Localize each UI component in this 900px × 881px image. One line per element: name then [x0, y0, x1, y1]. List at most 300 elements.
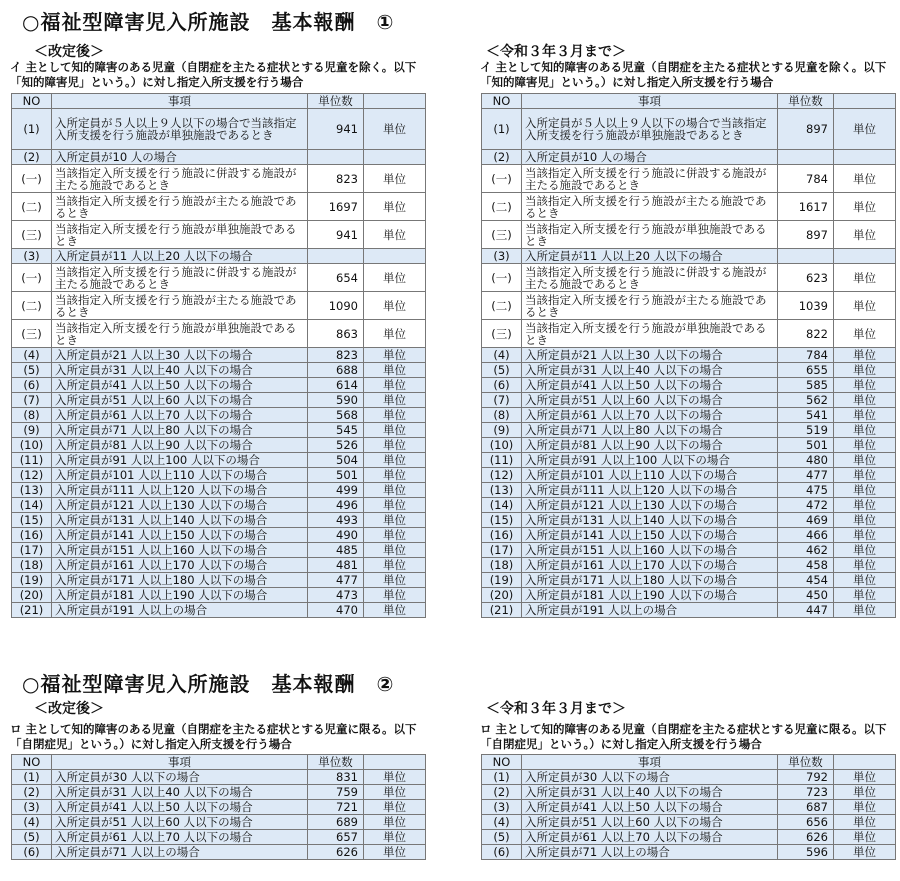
row-units-value: 626 [778, 830, 834, 845]
row-item: 当該指定入所支援を行う施設が単独施設であるとき [52, 221, 308, 249]
row-units-value: 480 [778, 453, 834, 468]
table-row [12, 845, 426, 860]
table-header-item: 事項 [52, 755, 308, 770]
table-row [12, 408, 426, 423]
table-row [482, 770, 896, 785]
row-item: 入所定員が41 人以上50 人以下の場合 [52, 800, 308, 815]
row-number: (18) [482, 558, 522, 573]
row-number: (三) [12, 221, 52, 249]
table-row [12, 513, 426, 528]
row-item: 入所定員が181 人以上190 人以下の場合 [522, 588, 778, 603]
table-row [12, 193, 426, 221]
row-units-value: 496 [308, 498, 364, 513]
section2-right-description: ロ 主として知的障害のある児童（自閉症を主たる症状とする児童に限る。以下「自閉症児」という。）に対し指定入所支援を行う場合 [480, 722, 887, 751]
row-number: (3) [12, 800, 52, 815]
row-item: 入所定員が41 人以上50 人以下の場合 [522, 800, 778, 815]
row-unit-label: 単位 [834, 528, 896, 543]
table-header-blank [364, 755, 426, 770]
table-row [12, 468, 426, 483]
row-item: 入所定員が51 人以上60 人以下の場合 [52, 815, 308, 830]
row-units-value: 792 [778, 770, 834, 785]
row-units-value: 784 [778, 165, 834, 193]
table-row [482, 815, 896, 830]
table-row [12, 800, 426, 815]
row-item: 入所定員が30 人以下の場合 [52, 770, 308, 785]
table-row [482, 363, 896, 378]
row-unit-label: 単位 [834, 221, 896, 249]
table-row [482, 800, 896, 815]
row-unit-label: 単位 [834, 558, 896, 573]
row-number: (16) [12, 528, 52, 543]
row-number: (5) [12, 363, 52, 378]
table-row [482, 588, 896, 603]
row-units-value: 477 [308, 573, 364, 588]
table-row [482, 845, 896, 860]
row-number: (5) [12, 830, 52, 845]
row-unit-label: 単位 [364, 603, 426, 618]
row-unit-label: 単位 [834, 603, 896, 618]
row-unit-label: 単位 [834, 408, 896, 423]
table-row [482, 249, 896, 264]
row-units-value: 823 [308, 348, 364, 363]
row-unit-label: 単位 [364, 193, 426, 221]
row-item: 入所定員が171 人以上180 人以下の場合 [52, 573, 308, 588]
table-header-units: 単位数 [778, 755, 834, 770]
row-unit-label: 単位 [364, 800, 426, 815]
row-unit-label: 単位 [834, 320, 896, 348]
row-number: (20) [482, 588, 522, 603]
row-unit-label: 単位 [364, 528, 426, 543]
row-number: (8) [482, 408, 522, 423]
row-item: 当該指定入所支援を行う施設に併設する施設が主たる施設であるとき [52, 165, 308, 193]
row-unit-label: 単位 [364, 830, 426, 845]
table-row [12, 221, 426, 249]
row-number: (三) [12, 320, 52, 348]
section1-right-description: イ 主として知的障害のある児童（自閉症を主たる症状とする児童を除く。以下「知的障害児」という。）に対し指定入所支援を行う場合 [480, 60, 887, 89]
row-units-value: 863 [308, 320, 364, 348]
row-unit-label: 単位 [364, 815, 426, 830]
table-row [482, 830, 896, 845]
row-item: 入所定員が131 人以上140 人以下の場合 [52, 513, 308, 528]
row-number: (17) [12, 543, 52, 558]
row-item: 入所定員が161 人以上170 人以下の場合 [52, 558, 308, 573]
row-number: (21) [482, 603, 522, 618]
row-units-value: 458 [778, 558, 834, 573]
row-number: (9) [12, 423, 52, 438]
row-units-value: 655 [778, 363, 834, 378]
row-units-value: 490 [308, 528, 364, 543]
row-units-value [308, 150, 364, 165]
row-unit-label: 単位 [834, 363, 896, 378]
row-number: (3) [482, 249, 522, 264]
row-units-value: 759 [308, 785, 364, 800]
row-item: 入所定員が71 人以上の場合 [52, 845, 308, 860]
row-number: (16) [482, 528, 522, 543]
row-unit-label: 単位 [834, 438, 896, 453]
row-unit-label [834, 150, 896, 165]
row-item: 入所定員が５人以上９人以下の場合で当該指定入所支援を行う施設が単独施設であるとき [52, 109, 308, 150]
row-number: (三) [482, 221, 522, 249]
row-unit-label: 単位 [364, 573, 426, 588]
table-row [482, 483, 896, 498]
row-item: 入所定員が131 人以上140 人以下の場合 [522, 513, 778, 528]
row-item: 入所定員が71 人以上80 人以下の場合 [52, 423, 308, 438]
row-units-value: 626 [308, 845, 364, 860]
row-units-value: 721 [308, 800, 364, 815]
row-number: (10) [12, 438, 52, 453]
table-row [482, 438, 896, 453]
table-row [482, 378, 896, 393]
row-item: 当該指定入所支援を行う施設が主たる施設であるとき [52, 193, 308, 221]
row-unit-label: 単位 [834, 109, 896, 150]
row-number: (15) [482, 513, 522, 528]
row-unit-label: 単位 [364, 408, 426, 423]
row-unit-label: 単位 [364, 348, 426, 363]
table-row [482, 423, 896, 438]
row-units-value: 1090 [308, 292, 364, 320]
row-item: 入所定員が31 人以上40 人以下の場合 [52, 363, 308, 378]
row-unit-label: 単位 [364, 453, 426, 468]
row-units-value: 499 [308, 483, 364, 498]
table-row [482, 785, 896, 800]
row-number: (8) [12, 408, 52, 423]
table-row [482, 468, 896, 483]
row-unit-label: 単位 [834, 588, 896, 603]
row-number: (9) [482, 423, 522, 438]
table-header-item: 事項 [522, 94, 778, 109]
row-unit-label: 単位 [834, 378, 896, 393]
row-units-value: 657 [308, 830, 364, 845]
row-units-value: 1697 [308, 193, 364, 221]
row-number: (一) [12, 165, 52, 193]
row-number: (6) [12, 845, 52, 860]
section1-revised-table [11, 93, 426, 618]
row-unit-label: 単位 [364, 378, 426, 393]
row-item: 入所定員が71 人以上80 人以下の場合 [522, 423, 778, 438]
table-header-no: NO [12, 94, 52, 109]
row-units-value: 897 [778, 221, 834, 249]
table-row [12, 249, 426, 264]
row-unit-label: 単位 [364, 109, 426, 150]
table-row [482, 528, 896, 543]
row-unit-label: 単位 [834, 513, 896, 528]
table-header-units: 単位数 [308, 755, 364, 770]
row-units-value: 504 [308, 453, 364, 468]
row-units-value: 450 [778, 588, 834, 603]
table-row [482, 513, 896, 528]
row-item: 入所定員が191 人以上の場合 [52, 603, 308, 618]
table-row [482, 150, 896, 165]
row-unit-label: 単位 [834, 468, 896, 483]
row-units-value: 562 [778, 393, 834, 408]
row-number: (7) [12, 393, 52, 408]
row-units-value: 447 [778, 603, 834, 618]
row-number: (1) [482, 770, 522, 785]
table-row [12, 770, 426, 785]
row-item: 入所定員が191 人以上の場合 [522, 603, 778, 618]
row-number: (二) [12, 292, 52, 320]
row-number: (一) [12, 264, 52, 292]
section2-title: ○福祉型障害児入所施設 基本報酬 ② [22, 672, 395, 696]
table-row [482, 165, 896, 193]
row-unit-label: 単位 [364, 588, 426, 603]
table-header-no: NO [482, 755, 522, 770]
table-row [482, 573, 896, 588]
table-row [12, 588, 426, 603]
row-item: 入所定員が11 人以上20 人以下の場合 [522, 249, 778, 264]
row-number: (10) [482, 438, 522, 453]
section1-previous-table [481, 93, 896, 618]
row-unit-label: 単位 [364, 785, 426, 800]
table-row [12, 292, 426, 320]
row-units-value: 519 [778, 423, 834, 438]
row-item: 入所定員が161 人以上170 人以下の場合 [522, 558, 778, 573]
row-units-value: 568 [308, 408, 364, 423]
table-row [12, 438, 426, 453]
row-item: 入所定員が81 人以上90 人以下の場合 [522, 438, 778, 453]
table-row [12, 483, 426, 498]
row-item: 入所定員が181 人以上190 人以下の場合 [52, 588, 308, 603]
row-item: 当該指定入所支援を行う施設に併設する施設が主たる施設であるとき [522, 165, 778, 193]
table-row [12, 393, 426, 408]
table-row [12, 453, 426, 468]
row-unit-label: 単位 [834, 165, 896, 193]
row-units-value: 472 [778, 498, 834, 513]
row-item: 入所定員が10 人の場合 [522, 150, 778, 165]
row-number: (4) [12, 815, 52, 830]
row-units-value: 470 [308, 603, 364, 618]
table-header-item: 事項 [52, 94, 308, 109]
row-units-value: 501 [308, 468, 364, 483]
table-row [482, 558, 896, 573]
table-row [12, 498, 426, 513]
row-units-value: 1039 [778, 292, 834, 320]
row-unit-label: 単位 [834, 785, 896, 800]
row-unit-label: 単位 [364, 393, 426, 408]
table-row [12, 785, 426, 800]
row-unit-label [834, 249, 896, 264]
row-unit-label: 単位 [364, 483, 426, 498]
row-unit-label: 単位 [834, 292, 896, 320]
row-number: (2) [482, 785, 522, 800]
row-item: 入所定員が71 人以上の場合 [522, 845, 778, 860]
row-item: 入所定員が61 人以上70 人以下の場合 [522, 830, 778, 845]
row-unit-label: 単位 [834, 393, 896, 408]
row-item: 当該指定入所支援を行う施設が単独施設であるとき [522, 320, 778, 348]
row-unit-label: 単位 [834, 264, 896, 292]
row-unit-label: 単位 [364, 498, 426, 513]
row-units-value: 688 [308, 363, 364, 378]
row-units-value: 475 [778, 483, 834, 498]
table-row [12, 573, 426, 588]
table-row [482, 221, 896, 249]
table-row [12, 109, 426, 150]
row-number: (6) [482, 378, 522, 393]
section2-left-subtitle: ＜改定後＞ [34, 701, 104, 717]
row-units-value: 585 [778, 378, 834, 393]
row-number: (4) [12, 348, 52, 363]
row-unit-label [364, 249, 426, 264]
row-item: 入所定員が81 人以上90 人以下の場合 [52, 438, 308, 453]
row-unit-label: 単位 [364, 468, 426, 483]
table-row [482, 264, 896, 292]
row-item: 入所定員が111 人以上120 人以下の場合 [52, 483, 308, 498]
row-units-value: 501 [778, 438, 834, 453]
row-number: (5) [482, 830, 522, 845]
row-number: (二) [482, 292, 522, 320]
table-row [12, 320, 426, 348]
table-header-blank [834, 94, 896, 109]
row-number: (一) [482, 264, 522, 292]
table-header-item: 事項 [522, 755, 778, 770]
row-number: (3) [12, 249, 52, 264]
row-number: (2) [12, 150, 52, 165]
row-unit-label: 単位 [834, 453, 896, 468]
row-number: (6) [482, 845, 522, 860]
row-number: (三) [482, 320, 522, 348]
table-row [12, 378, 426, 393]
section2-left-description: ロ 主として知的障害のある児童（自閉症を主たる症状とする児童に限る。以下「自閉症児」という。）に対し指定入所支援を行う場合 [10, 722, 417, 751]
row-unit-label: 単位 [364, 543, 426, 558]
row-units-value: 687 [778, 800, 834, 815]
row-item: 当該指定入所支援を行う施設が単独施設であるとき [522, 221, 778, 249]
row-number: (6) [12, 378, 52, 393]
row-units-value: 545 [308, 423, 364, 438]
section1-title: ○福祉型障害児入所施設 基本報酬 ① [22, 10, 395, 34]
row-item: 入所定員が101 人以上110 人以下の場合 [522, 468, 778, 483]
row-item: 当該指定入所支援を行う施設に併設する施設が主たる施設であるとき [52, 264, 308, 292]
table-header-blank [364, 94, 426, 109]
table-header-row [12, 755, 426, 770]
row-unit-label: 単位 [364, 438, 426, 453]
row-number: (14) [482, 498, 522, 513]
row-units-value: 897 [778, 109, 834, 150]
row-number: (1) [12, 770, 52, 785]
row-unit-label: 単位 [834, 543, 896, 558]
row-unit-label: 単位 [364, 558, 426, 573]
row-number: (12) [482, 468, 522, 483]
table-row [12, 558, 426, 573]
row-units-value: 831 [308, 770, 364, 785]
row-item: 入所定員が101 人以上110 人以下の場合 [52, 468, 308, 483]
row-units-value: 466 [778, 528, 834, 543]
row-units-value: 477 [778, 468, 834, 483]
table-row [12, 815, 426, 830]
section2-previous-table [481, 754, 896, 860]
row-item: 入所定員が51 人以上60 人以下の場合 [52, 393, 308, 408]
section2-revised-table [11, 754, 426, 860]
row-item: 入所定員が51 人以上60 人以下の場合 [522, 815, 778, 830]
row-item: 入所定員が41 人以上50 人以下の場合 [52, 378, 308, 393]
section1-left-subtitle: ＜改定後＞ [34, 44, 104, 60]
table-row [12, 528, 426, 543]
row-item: 当該指定入所支援を行う施設が主たる施設であるとき [522, 193, 778, 221]
table-row [482, 543, 896, 558]
row-units-value: 656 [778, 815, 834, 830]
row-number: (20) [12, 588, 52, 603]
table-header-blank [834, 755, 896, 770]
row-unit-label: 単位 [364, 165, 426, 193]
row-number: (二) [482, 193, 522, 221]
row-unit-label: 単位 [834, 193, 896, 221]
row-number: (11) [482, 453, 522, 468]
section2-right-subtitle: ＜令和３年３月まで＞ [486, 701, 626, 717]
row-units-value: 493 [308, 513, 364, 528]
row-item: 入所定員が31 人以上40 人以下の場合 [522, 785, 778, 800]
row-units-value: 485 [308, 543, 364, 558]
row-item: 入所定員が51 人以上60 人以下の場合 [522, 393, 778, 408]
row-number: (13) [12, 483, 52, 498]
table-row [12, 423, 426, 438]
table-row [482, 193, 896, 221]
row-unit-label: 単位 [364, 221, 426, 249]
row-number: (1) [482, 109, 522, 150]
table-row [12, 543, 426, 558]
row-number: (2) [482, 150, 522, 165]
row-units-value [778, 249, 834, 264]
row-unit-label: 単位 [834, 483, 896, 498]
row-number: (一) [482, 165, 522, 193]
row-unit-label: 単位 [364, 770, 426, 785]
table-header-no: NO [12, 755, 52, 770]
row-item: 入所定員が61 人以上70 人以下の場合 [522, 408, 778, 423]
row-item: 入所定員が141 人以上150 人以下の場合 [522, 528, 778, 543]
table-row [482, 498, 896, 513]
row-item: 入所定員が151 人以上160 人以下の場合 [522, 543, 778, 558]
row-number: (13) [482, 483, 522, 498]
row-number: (19) [482, 573, 522, 588]
row-units-value: 469 [778, 513, 834, 528]
table-row [12, 264, 426, 292]
row-item: 入所定員が171 人以上180 人以下の場合 [522, 573, 778, 588]
row-item: 入所定員が41 人以上50 人以下の場合 [522, 378, 778, 393]
row-number: (3) [482, 800, 522, 815]
row-number: (5) [482, 363, 522, 378]
row-number: (11) [12, 453, 52, 468]
row-units-value: 454 [778, 573, 834, 588]
row-item: 入所定員が21 人以上30 人以下の場合 [522, 348, 778, 363]
row-unit-label: 単位 [834, 423, 896, 438]
row-item: 入所定員が61 人以上70 人以下の場合 [52, 830, 308, 845]
table-row [12, 348, 426, 363]
row-item: 入所定員が61 人以上70 人以下の場合 [52, 408, 308, 423]
row-item: 入所定員が151 人以上160 人以下の場合 [52, 543, 308, 558]
row-item: 入所定員が31 人以上40 人以下の場合 [522, 363, 778, 378]
row-units-value: 941 [308, 221, 364, 249]
row-unit-label: 単位 [364, 423, 426, 438]
section1-right-subtitle: ＜令和３年３月まで＞ [486, 44, 626, 60]
row-units-value [308, 249, 364, 264]
row-item: 入所定員が141 人以上150 人以下の場合 [52, 528, 308, 543]
row-unit-label: 単位 [834, 770, 896, 785]
row-units-value: 473 [308, 588, 364, 603]
table-header-row [12, 94, 426, 109]
row-item: 入所定員が５人以上９人以下の場合で当該指定入所支援を行う施設が単独施設であるとき [522, 109, 778, 150]
row-unit-label: 単位 [834, 348, 896, 363]
row-unit-label: 単位 [834, 845, 896, 860]
row-item: 入所定員が31 人以上40 人以下の場合 [52, 785, 308, 800]
table-header-no: NO [482, 94, 522, 109]
row-units-value: 462 [778, 543, 834, 558]
row-number: (1) [12, 109, 52, 150]
row-number: (12) [12, 468, 52, 483]
row-number: (15) [12, 513, 52, 528]
table-row [482, 453, 896, 468]
row-number: (17) [482, 543, 522, 558]
row-units-value: 823 [308, 165, 364, 193]
table-row [482, 603, 896, 618]
row-units-value: 784 [778, 348, 834, 363]
